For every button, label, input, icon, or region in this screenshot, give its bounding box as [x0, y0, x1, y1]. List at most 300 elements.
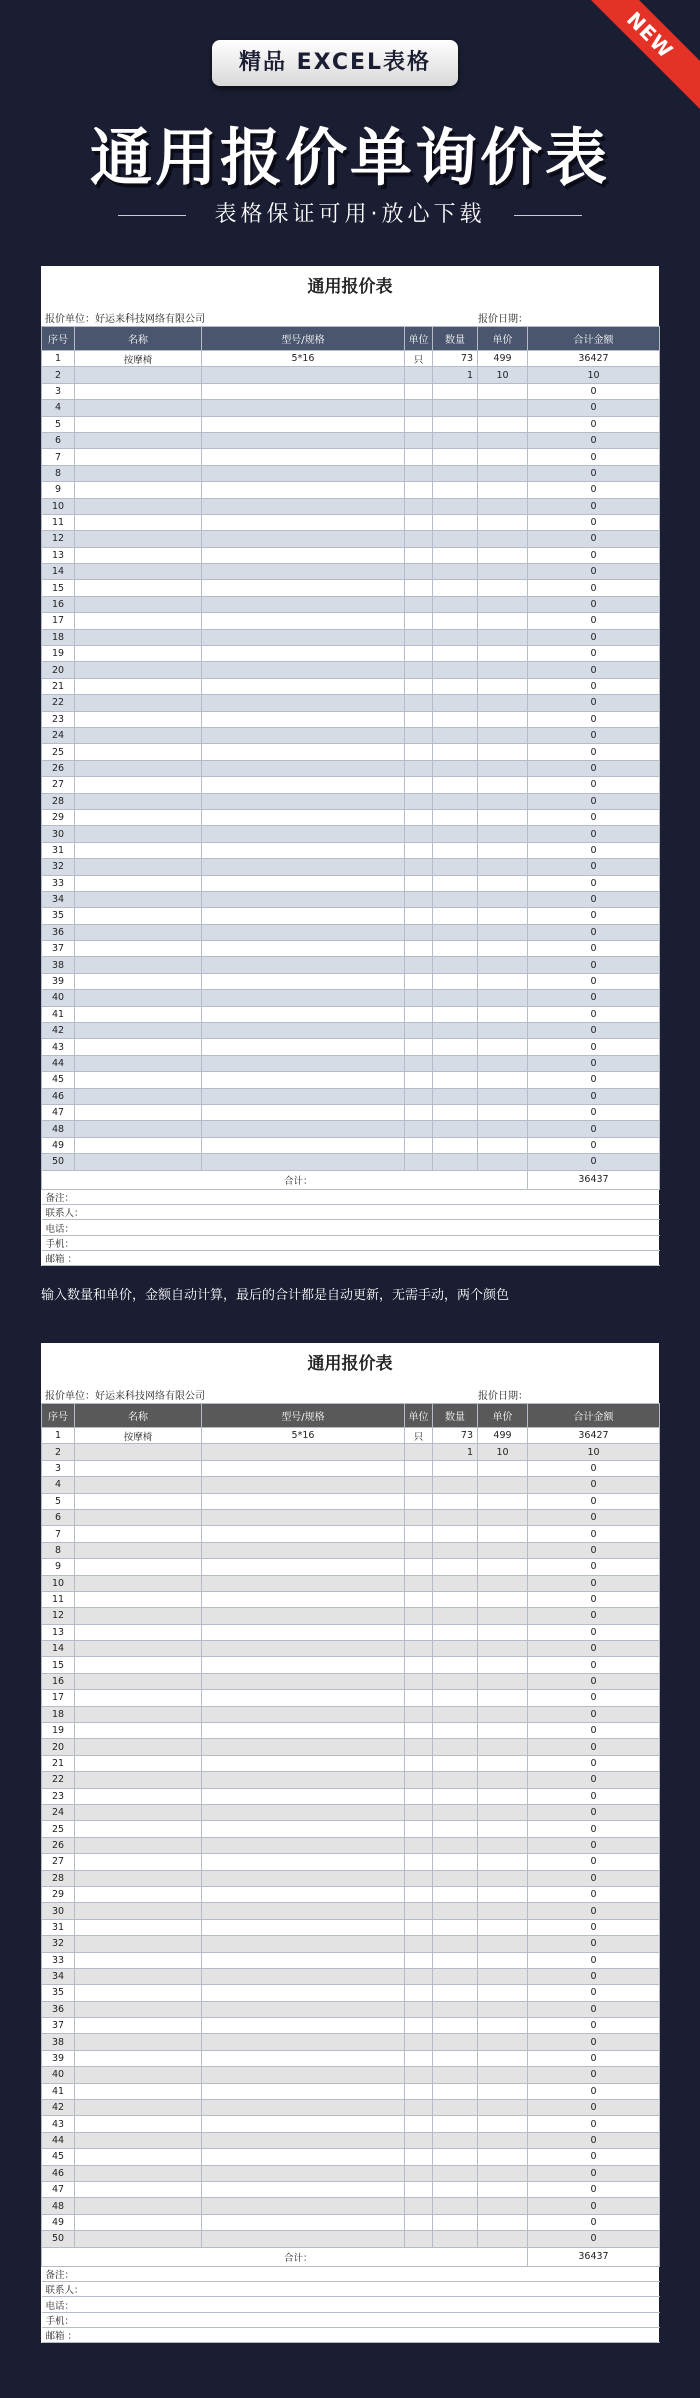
- table-row: [42, 678, 660, 694]
- item-unit: [405, 596, 433, 612]
- row-number: 38: [42, 2034, 75, 2050]
- table-row: [42, 1952, 660, 1968]
- item-spec: [202, 662, 405, 678]
- item-name: [75, 1870, 202, 1886]
- item-spec: [202, 2034, 405, 2050]
- item-qty: [433, 1968, 478, 1984]
- item-unit: [405, 482, 433, 498]
- item-name: [75, 629, 202, 645]
- item-name: [75, 859, 202, 875]
- grand-total: 36437: [528, 1170, 660, 1189]
- item-total: 0: [528, 1055, 660, 1071]
- item-name: [75, 1936, 202, 1952]
- item-total: 0: [528, 1575, 660, 1591]
- item-name: [75, 1121, 202, 1137]
- item-unit: [405, 908, 433, 924]
- item-price: 10: [478, 1444, 528, 1460]
- item-qty: [433, 1023, 478, 1039]
- item-spec: [202, 1104, 405, 1120]
- item-name: [75, 941, 202, 957]
- item-spec: [202, 1788, 405, 1804]
- row-number: 5: [42, 1493, 75, 1509]
- row-number: 15: [42, 580, 75, 596]
- item-qty: [433, 1121, 478, 1137]
- row-number: 38: [42, 957, 75, 973]
- item-price: [478, 875, 528, 891]
- item-unit: [405, 1657, 433, 1673]
- item-name: [75, 2214, 202, 2230]
- row-number: 2: [42, 367, 75, 383]
- item-qty: [433, 482, 478, 498]
- item-price: [478, 1055, 528, 1071]
- item-total: 0: [528, 891, 660, 907]
- item-total: 0: [528, 2018, 660, 2034]
- row-number: 36: [42, 2001, 75, 2017]
- item-qty: [433, 1755, 478, 1771]
- item-unit: [405, 875, 433, 891]
- item-price: [478, 957, 528, 973]
- table-row: [42, 400, 660, 416]
- item-name: [75, 432, 202, 448]
- footer-field: 手机：: [42, 2312, 660, 2327]
- item-price: [478, 1919, 528, 1935]
- item-total: 0: [528, 793, 660, 809]
- item-name: [75, 777, 202, 793]
- table-row: [42, 1739, 660, 1755]
- item-price: [478, 1804, 528, 1820]
- item-total: 0: [528, 1477, 660, 1493]
- table-row: [42, 2214, 660, 2230]
- item-name: 按摩椅: [75, 351, 202, 367]
- item-name: [75, 1772, 202, 1788]
- item-name: [75, 678, 202, 694]
- item-unit: [405, 678, 433, 694]
- item-unit: [405, 2214, 433, 2230]
- row-number: 50: [42, 2231, 75, 2247]
- item-qty: [433, 908, 478, 924]
- item-qty: [433, 1641, 478, 1657]
- item-spec: [202, 2231, 405, 2247]
- item-total: 36427: [528, 1428, 660, 1444]
- item-qty: [433, 1608, 478, 1624]
- footer-row: [42, 2266, 660, 2281]
- item-price: [478, 2018, 528, 2034]
- item-spec: [202, 2100, 405, 2116]
- item-spec: [202, 1657, 405, 1673]
- item-unit: [405, 727, 433, 743]
- item-spec: [202, 1023, 405, 1039]
- footer-row: [42, 1189, 660, 1204]
- item-spec: [202, 547, 405, 563]
- item-qty: [433, 678, 478, 694]
- column-header: 型号/规格: [202, 327, 405, 351]
- item-name: [75, 2198, 202, 2214]
- row-number: 14: [42, 1641, 75, 1657]
- item-name: [75, 924, 202, 940]
- item-spec: [202, 1072, 405, 1088]
- item-qty: [433, 2132, 478, 2148]
- item-price: [478, 1641, 528, 1657]
- table-row: [42, 1154, 660, 1170]
- item-spec: [202, 1121, 405, 1137]
- item-total: 0: [528, 2132, 660, 2148]
- item-price: [478, 859, 528, 875]
- table-row: [42, 2083, 660, 2099]
- item-unit: [405, 1952, 433, 1968]
- row-number: 7: [42, 449, 75, 465]
- new-ribbon: NEW: [560, 0, 700, 125]
- item-price: [478, 613, 528, 629]
- item-unit: [405, 1542, 433, 1558]
- row-number: 9: [42, 482, 75, 498]
- item-price: [478, 400, 528, 416]
- row-number: 8: [42, 1542, 75, 1558]
- item-name: [75, 1137, 202, 1153]
- row-number: 1: [42, 1428, 75, 1444]
- row-number: 48: [42, 2198, 75, 2214]
- column-header: 合计金额: [528, 1404, 660, 1428]
- row-number: 43: [42, 2116, 75, 2132]
- item-name: [75, 957, 202, 973]
- item-price: [478, 826, 528, 842]
- item-total: 0: [528, 1657, 660, 1673]
- item-price: [478, 1039, 528, 1055]
- item-qty: [433, 400, 478, 416]
- item-price: 10: [478, 367, 528, 383]
- item-total: 0: [528, 1493, 660, 1509]
- table-row: [42, 1985, 660, 2001]
- table-row: [42, 1772, 660, 1788]
- item-unit: [405, 826, 433, 842]
- row-number: 42: [42, 2100, 75, 2116]
- item-total: 10: [528, 367, 660, 383]
- footer-row: [42, 1220, 660, 1235]
- row-number: 22: [42, 695, 75, 711]
- item-price: [478, 695, 528, 711]
- item-name: [75, 514, 202, 530]
- grand-total: 36437: [528, 2247, 660, 2266]
- item-spec: [202, 859, 405, 875]
- item-qty: [433, 1673, 478, 1689]
- item-total: 0: [528, 957, 660, 973]
- item-total: 0: [528, 2181, 660, 2197]
- item-price: [478, 809, 528, 825]
- row-number: 12: [42, 1608, 75, 1624]
- column-header: 单价: [478, 327, 528, 351]
- table-row: [42, 596, 660, 612]
- item-price: [478, 1137, 528, 1153]
- row-number: 21: [42, 678, 75, 694]
- item-name: [75, 2034, 202, 2050]
- item-qty: [433, 793, 478, 809]
- item-total: 0: [528, 514, 660, 530]
- table-row: [42, 1055, 660, 1071]
- item-unit: [405, 1154, 433, 1170]
- item-total: 0: [528, 1821, 660, 1837]
- item-price: [478, 760, 528, 776]
- row-number: 32: [42, 1936, 75, 1952]
- item-unit: [405, 416, 433, 432]
- item-price: [478, 2132, 528, 2148]
- item-name: 按摩椅: [75, 1428, 202, 1444]
- item-total: 0: [528, 1772, 660, 1788]
- item-unit: [405, 367, 433, 383]
- table-row: [42, 1919, 660, 1935]
- item-name: [75, 1591, 202, 1607]
- item-qty: [433, 2181, 478, 2197]
- table-row: [42, 1821, 660, 1837]
- item-unit: [405, 1460, 433, 1476]
- row-number: 24: [42, 727, 75, 743]
- item-spec: [202, 629, 405, 645]
- item-spec: [202, 1755, 405, 1771]
- item-unit: [405, 2132, 433, 2148]
- row-number: 39: [42, 973, 75, 989]
- item-price: [478, 482, 528, 498]
- item-spec: [202, 990, 405, 1006]
- item-unit: [405, 514, 433, 530]
- item-qty: [433, 629, 478, 645]
- table-row: [42, 2067, 660, 2083]
- item-price: [478, 1104, 528, 1120]
- row-number: 10: [42, 498, 75, 514]
- row-number: 49: [42, 1137, 75, 1153]
- row-number: 7: [42, 1526, 75, 1542]
- item-total: 0: [528, 613, 660, 629]
- total-label: 合计：: [42, 1170, 433, 1189]
- item-spec: [202, 2001, 405, 2017]
- item-price: [478, 1690, 528, 1706]
- item-spec: [202, 1886, 405, 1902]
- item-price: [478, 1886, 528, 1902]
- item-total: 0: [528, 1854, 660, 1870]
- item-total: 0: [528, 383, 660, 399]
- item-name: [75, 1493, 202, 1509]
- item-unit: [405, 498, 433, 514]
- item-price: [478, 2231, 528, 2247]
- item-unit: [405, 1772, 433, 1788]
- item-name: [75, 1624, 202, 1640]
- item-price: [478, 1723, 528, 1739]
- item-unit: [405, 1673, 433, 1689]
- table-row: [42, 1608, 660, 1624]
- item-unit: [405, 2100, 433, 2116]
- item-price: [478, 383, 528, 399]
- item-qty: [433, 662, 478, 678]
- item-spec: [202, 482, 405, 498]
- table-row: [42, 744, 660, 760]
- item-unit: [405, 990, 433, 1006]
- table-row: [42, 695, 660, 711]
- total-label: 合计：: [42, 2247, 433, 2266]
- item-qty: [433, 809, 478, 825]
- footer-field: 手机：: [42, 1235, 660, 1250]
- item-name: [75, 564, 202, 580]
- item-total: 0: [528, 2214, 660, 2230]
- item-price: [478, 891, 528, 907]
- item-unit: [405, 646, 433, 662]
- table-row: [42, 2116, 660, 2132]
- item-total: 0: [528, 1137, 660, 1153]
- item-qty: [433, 695, 478, 711]
- item-price: [478, 727, 528, 743]
- item-spec: [202, 1460, 405, 1476]
- item-qty: 73: [433, 351, 478, 367]
- row-number: 50: [42, 1154, 75, 1170]
- row-number: 22: [42, 1772, 75, 1788]
- item-name: [75, 1903, 202, 1919]
- table-row: [42, 777, 660, 793]
- item-unit: [405, 957, 433, 973]
- item-unit: [405, 449, 433, 465]
- table-row: [42, 1968, 660, 1984]
- item-unit: [405, 1559, 433, 1575]
- item-spec: [202, 727, 405, 743]
- item-qty: [433, 2214, 478, 2230]
- item-unit: [405, 531, 433, 547]
- footer-field: 电话：: [42, 1220, 660, 1235]
- row-number: 11: [42, 1591, 75, 1607]
- table-row: [42, 1624, 660, 1640]
- item-name: [75, 1788, 202, 1804]
- item-qty: [433, 1154, 478, 1170]
- item-total: 0: [528, 1121, 660, 1137]
- table-row: [42, 2198, 660, 2214]
- item-total: 0: [528, 646, 660, 662]
- item-qty: [433, 2149, 478, 2165]
- row-number: 45: [42, 2149, 75, 2165]
- table-row: [42, 1936, 660, 1952]
- item-name: [75, 744, 202, 760]
- item-total: 0: [528, 2083, 660, 2099]
- item-unit: [405, 1072, 433, 1088]
- item-name: [75, 1821, 202, 1837]
- row-number: 9: [42, 1559, 75, 1575]
- table-row: [42, 1690, 660, 1706]
- item-unit: [405, 1936, 433, 1952]
- item-total: 0: [528, 1788, 660, 1804]
- table-row: [42, 1854, 660, 1870]
- row-number: 18: [42, 1706, 75, 1722]
- table-row: [42, 449, 660, 465]
- item-price: [478, 2149, 528, 2165]
- item-spec: [202, 1804, 405, 1820]
- item-unit: [405, 2067, 433, 2083]
- item-price: [478, 416, 528, 432]
- row-number: 1: [42, 351, 75, 367]
- item-unit: [405, 1477, 433, 1493]
- item-spec: [202, 367, 405, 383]
- item-qty: [433, 760, 478, 776]
- item-qty: [433, 1788, 478, 1804]
- table-row: [42, 2181, 660, 2197]
- row-number: 28: [42, 1870, 75, 1886]
- item-spec: [202, 564, 405, 580]
- table-row: [42, 2165, 660, 2181]
- item-spec: [202, 1952, 405, 1968]
- table-row: [42, 1755, 660, 1771]
- item-spec: [202, 498, 405, 514]
- column-header: 数量: [433, 327, 478, 351]
- item-qty: [433, 580, 478, 596]
- item-total: 0: [528, 777, 660, 793]
- item-spec: [202, 531, 405, 547]
- item-unit: [405, 1886, 433, 1902]
- item-total: 0: [528, 1723, 660, 1739]
- item-unit: [405, 564, 433, 580]
- item-total: 0: [528, 990, 660, 1006]
- item-name: [75, 465, 202, 481]
- item-name: [75, 1460, 202, 1476]
- table-row: [42, 2149, 660, 2165]
- item-total: 0: [528, 1968, 660, 1984]
- item-name: [75, 2116, 202, 2132]
- item-name: [75, 2001, 202, 2017]
- item-spec: [202, 432, 405, 448]
- item-spec: [202, 1055, 405, 1071]
- row-number: 28: [42, 793, 75, 809]
- sheet-info: [41, 308, 659, 326]
- item-price: [478, 465, 528, 481]
- item-spec: [202, 744, 405, 760]
- item-total: 0: [528, 1542, 660, 1558]
- item-name: [75, 1104, 202, 1120]
- row-number: 43: [42, 1039, 75, 1055]
- item-spec: [202, 1772, 405, 1788]
- item-price: [478, 1903, 528, 1919]
- item-total: 0: [528, 1460, 660, 1476]
- item-qty: [433, 941, 478, 957]
- item-price: [478, 2001, 528, 2017]
- item-name: [75, 1968, 202, 1984]
- item-name: [75, 2132, 202, 2148]
- item-total: 0: [528, 924, 660, 940]
- item-qty: [433, 547, 478, 563]
- item-price: [478, 498, 528, 514]
- table-row: [42, 2018, 660, 2034]
- table-row: [42, 908, 660, 924]
- item-qty: [433, 1477, 478, 1493]
- item-price: [478, 1739, 528, 1755]
- row-number: 49: [42, 2214, 75, 2230]
- item-qty: [433, 2100, 478, 2116]
- item-unit: [405, 973, 433, 989]
- item-name: [75, 547, 202, 563]
- item-total: 0: [528, 596, 660, 612]
- item-name: [75, 793, 202, 809]
- item-total: 0: [528, 498, 660, 514]
- item-spec: [202, 1936, 405, 1952]
- item-qty: [433, 1821, 478, 1837]
- item-qty: [433, 1739, 478, 1755]
- item-total: 0: [528, 1039, 660, 1055]
- item-price: [478, 924, 528, 940]
- item-unit: [405, 793, 433, 809]
- item-total: 0: [528, 727, 660, 743]
- item-spec: [202, 957, 405, 973]
- item-unit: [405, 2018, 433, 2034]
- item-qty: [433, 859, 478, 875]
- item-spec: [202, 1706, 405, 1722]
- item-spec: [202, 1137, 405, 1153]
- item-qty: [433, 2083, 478, 2099]
- item-unit: [405, 744, 433, 760]
- item-total: 0: [528, 695, 660, 711]
- item-qty: [433, 498, 478, 514]
- row-number: 35: [42, 1985, 75, 2001]
- table-row: [42, 891, 660, 907]
- item-name: [75, 1542, 202, 1558]
